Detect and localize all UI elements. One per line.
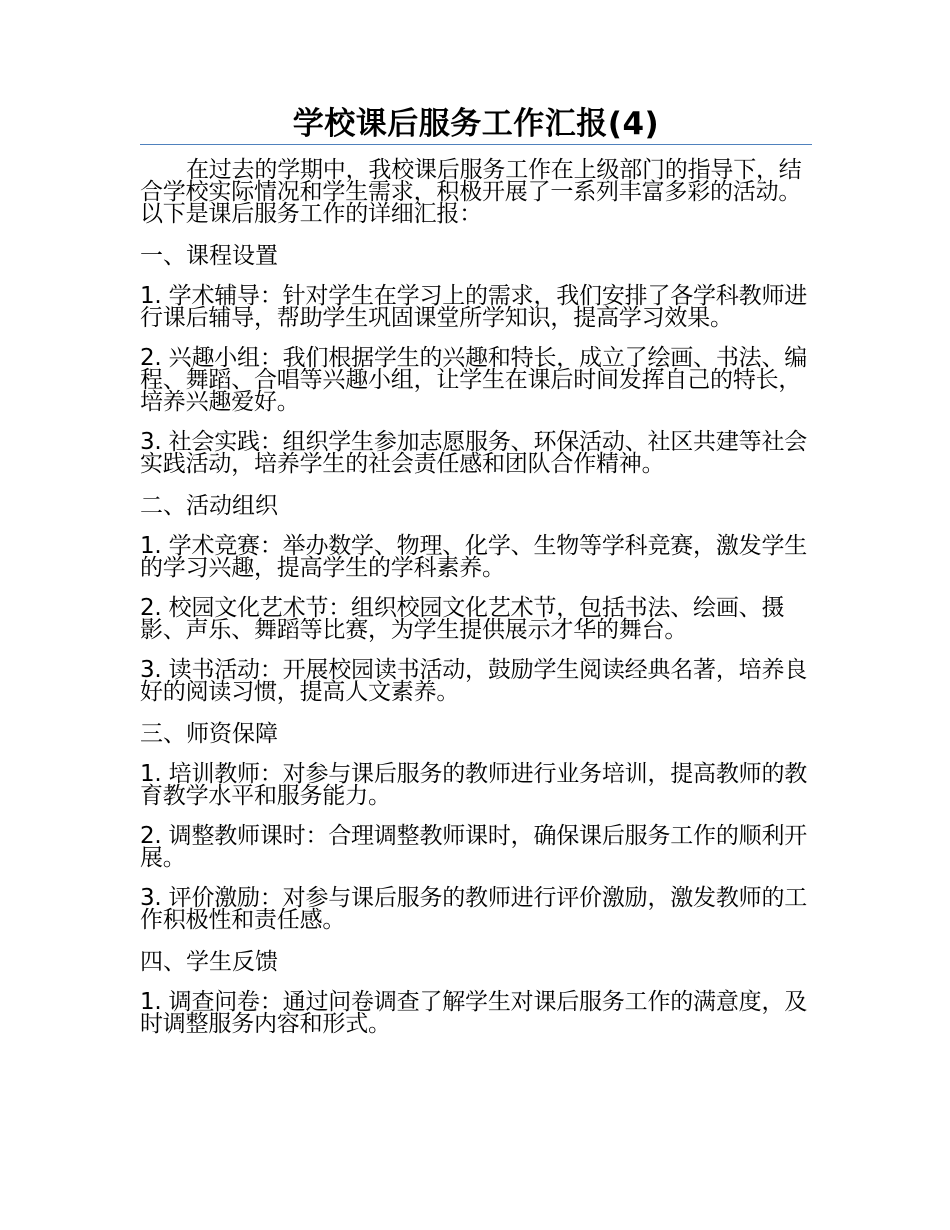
list-item: 1. 学术辅导：针对学生在学习上的需求，我们安排了各学科教师进行课后辅导，帮助学生巩固课堂所学知识，提高学习效果。 xyxy=(140,283,808,331)
document-title: 学校课后服务工作汇报(4) xyxy=(292,106,660,142)
section-heading: 三、师资保障 xyxy=(140,721,278,747)
section-heading: 一、课程设置 xyxy=(140,243,278,269)
section-teacher-support xyxy=(140,721,812,931)
title-underline xyxy=(140,144,812,145)
section-activity-organization xyxy=(140,493,812,703)
section-student-feedback xyxy=(140,949,812,1035)
list-item: 3. 社会实践：组织学生参加志愿服务、环保活动、社区共建等社会实践活动，培养学生的社会责任感和团队合作精神。 xyxy=(140,429,808,477)
list-item: 1. 培训教师：对参与课后服务的教师进行业务培训，提高教师的教育教学水平和服务能力。 xyxy=(140,761,808,809)
list-item: 1. 学术竞赛：举办数学、物理、化学、生物等学科竞赛，激发学生的学习兴趣，提高学生的学科素养。 xyxy=(140,533,808,581)
section-course-setup xyxy=(140,243,812,475)
list-item: 2. 调整教师课时：合理调整教师课时，确保课后服务工作的顺利开展。 xyxy=(140,823,808,871)
list-item: 3. 读书活动：开展校园读书活动，鼓励学生阅读经典名著，培养良好的阅读习惯，提高人文素养。 xyxy=(140,657,808,705)
list-item: 3. 评价激励：对参与课后服务的教师进行评价激励，激发教师的工作积极性和责任感。 xyxy=(140,885,808,933)
section-heading: 二、活动组织 xyxy=(140,493,278,519)
document-page xyxy=(140,104,812,1053)
list-item: 2. 兴趣小组：我们根据学生的兴趣和特长，成立了绘画、书法、编程、舞蹈、合唱等兴趣小组，让学生在课后时间发挥自己的特长，培养兴趣爱好。 xyxy=(140,345,808,415)
list-item: 1. 调查问卷：通过问卷调查了解学生对课后服务工作的满意度，及时调整服务内容和形式。 xyxy=(140,989,808,1037)
list-item: 2. 校园文化艺术节：组织校园文化艺术节，包括书法、绘画、摄影、声乐、舞蹈等比赛，为学生提供展示才华的舞台。 xyxy=(140,595,785,643)
section-heading: 四、学生反馈 xyxy=(140,949,278,975)
intro-paragraph: 在过去的学期中，我校课后服务工作在上级部门的指导下，结合学校实际情况和学生需求，积极开展了一系列丰富多彩的活动。以下是课后服务工作的详细汇报： xyxy=(140,157,802,227)
